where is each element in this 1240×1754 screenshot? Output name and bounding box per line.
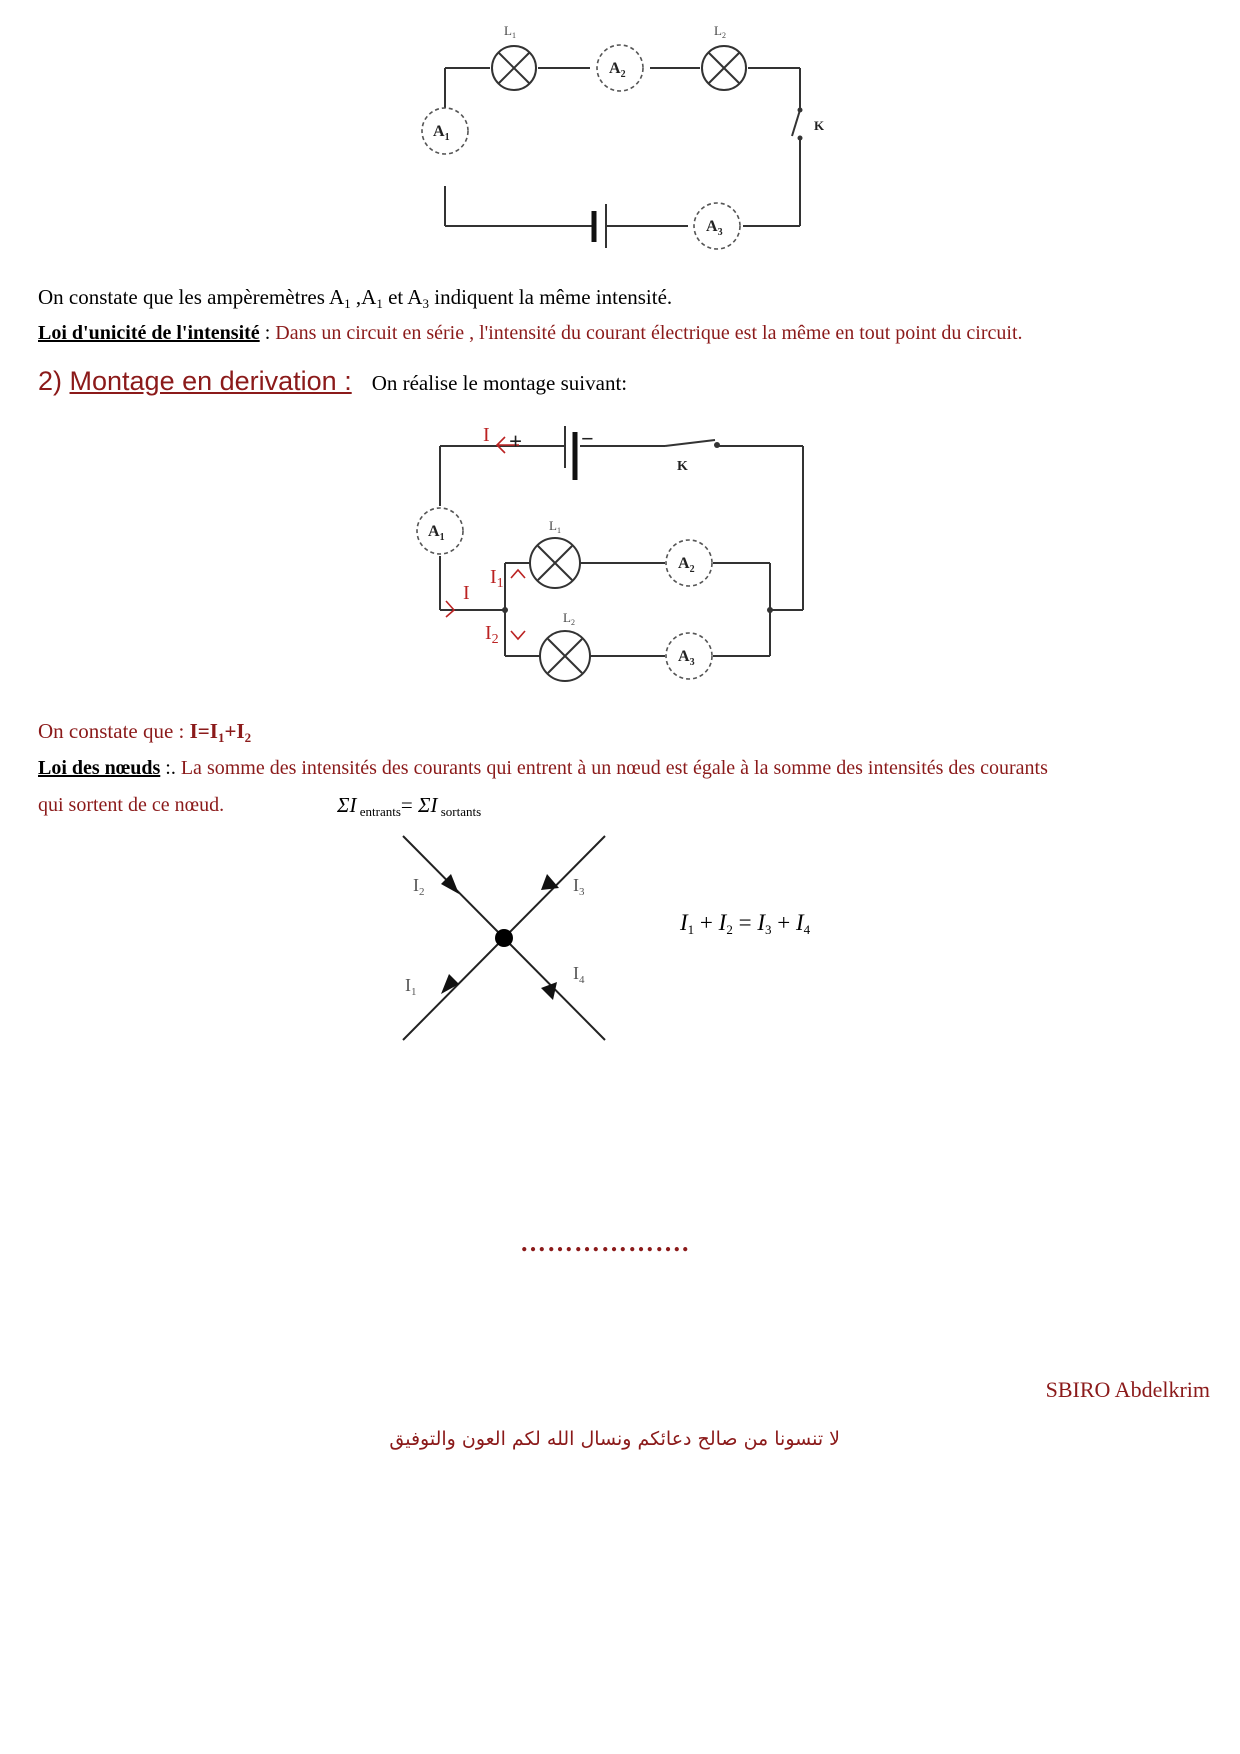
- ammeter-a1-icon: [422, 108, 468, 154]
- node-dot-icon: [495, 929, 513, 947]
- ammeter-a1-icon: [417, 508, 463, 554]
- law-nodes-continued: qui sortent de ce nœud.: [38, 794, 225, 816]
- observation-parallel: On constate que : $I=I_1+I_2$: [38, 719, 252, 745]
- section-2-heading: 2) Montage en derivation : On réalise le montage suivant:: [38, 366, 628, 396]
- law-nodes-title: Loi des nœuds: [38, 757, 161, 779]
- parallel-circuit-diagram: [415, 418, 815, 688]
- node-diagram: [395, 828, 625, 1058]
- arabic-note: لا تنسونا من صالح دعائكم ونسال الله لكم العون والتوفيق: [389, 1428, 840, 1450]
- arrow-up-icon: [511, 570, 525, 578]
- section-2-title: Montage en derivation :: [69, 366, 352, 396]
- label-i3: $I_3$: [573, 875, 585, 898]
- label-minus: −: [581, 426, 594, 451]
- lamp-l1-icon: [492, 46, 536, 90]
- label-i2: $I_2$: [485, 622, 499, 647]
- arrow-in-i1-icon: [441, 974, 459, 994]
- label-i2: $I_2$: [413, 875, 425, 898]
- arrow-out-i3-icon: [541, 874, 559, 890]
- lamp-l1-icon: [530, 538, 580, 588]
- lamp-l2-icon: [702, 46, 746, 90]
- label-a2: $A_2$: [609, 60, 626, 80]
- author-name: SBIRO Abdelkrim: [1045, 1377, 1210, 1402]
- arrow-down-icon: [511, 631, 525, 639]
- law-unicity-text: Dans un circuit en série , l'intensité du courant électrique est la même en tout point du circuit.: [275, 322, 1023, 344]
- label-i4: $I_4$: [573, 963, 585, 986]
- law-nodes: Loi des nœuds :. La somme des intensités des courants qui entrent à un nœud est égale à la somme des intensités des courants: [38, 757, 1048, 779]
- label-l2: $L_2$: [714, 23, 726, 40]
- series-circuit-diagram: [420, 18, 840, 258]
- observation-series: On constate que les ampèremètres $A_1$ $,A_1$ et $A_3$ indiquent la même intensité.: [38, 285, 673, 311]
- label-i-top: I: [483, 424, 490, 446]
- label-a1: $A_1$: [428, 523, 445, 543]
- label-a3: $A_3$: [706, 218, 723, 238]
- dots-separator: ……………….: [520, 1228, 690, 1257]
- label-k: K: [677, 459, 688, 474]
- label-i1: $I_1$: [405, 975, 417, 998]
- label-a3: $A_3$: [678, 648, 695, 668]
- label-i-left: I: [463, 582, 470, 604]
- node-formula: $I=I_1+I_2$: [189, 719, 252, 745]
- label-i1: $I_1$: [490, 566, 504, 591]
- label-plus: +: [509, 429, 523, 454]
- node-equation: $I_1 + I_2 = I_3 + I_4$: [680, 910, 811, 937]
- lamp-l2-icon: [540, 631, 590, 681]
- label-l1: $L_1$: [504, 23, 516, 40]
- label-k: K: [814, 118, 825, 133]
- law-unicity-title: Loi d'unicité de l'intensité: [38, 322, 260, 344]
- law-nodes-formula: ΣI $_{entrants}$= ΣI $_{sortants}$: [337, 793, 482, 819]
- label-a2: $A_2$: [678, 555, 695, 575]
- law-unicity: Loi d'unicité de l'intensité : Dans un circuit en série , l'intensité du courant électrique est la même en tout point du circuit.: [38, 322, 1023, 344]
- label-l2: $L_2$: [563, 610, 575, 627]
- label-l1: $L_1$: [549, 518, 561, 535]
- law-nodes-text: La somme des intensités des courants qui entrent à un nœud est égale à la somme des intensités des courants: [180, 757, 1048, 779]
- label-a1: $A_1$: [433, 123, 450, 143]
- section-2-intro: On réalise le montage suivant:: [371, 371, 628, 395]
